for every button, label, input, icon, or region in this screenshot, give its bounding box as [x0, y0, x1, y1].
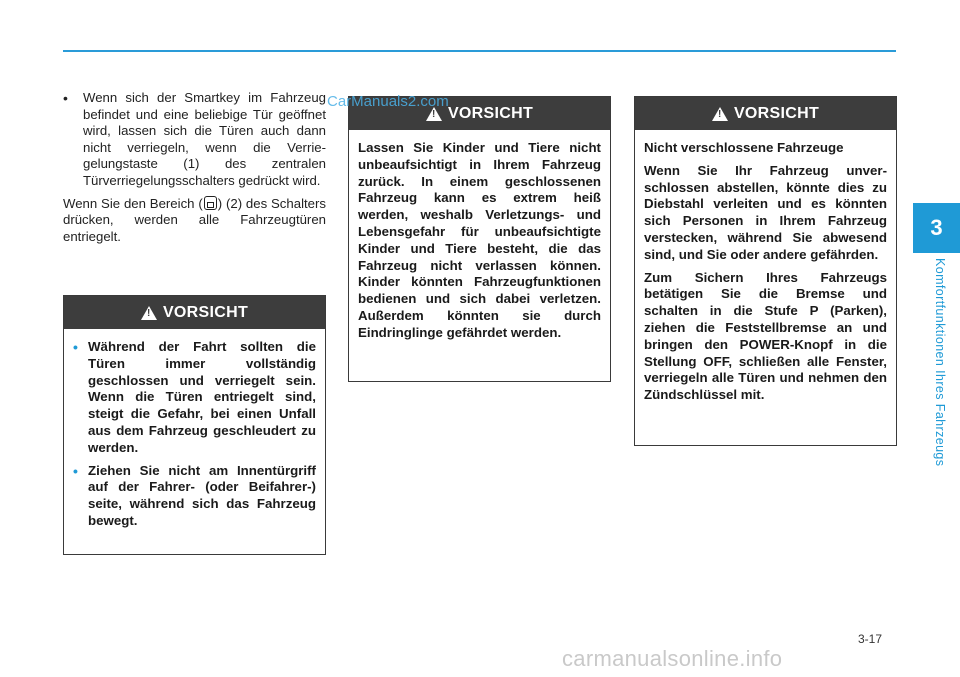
bullet-text: Wenn sich der Smartkey im Fahrzeug befindet und eine beliebige Tür geöffnet wird, lassen sich die Türen auch dann nicht verriegeln, wenn die Verrie-gelungstaste (1) des zentralen Türverriegelungsschalters gedrückt wird. [83, 90, 326, 188]
caution-item-text: Ziehen Sie nicht am Innentürgriff auf der Fahrer- (oder Beifahrer-) seite, während sich das Fahrzeug bewegt. [88, 462, 316, 528]
caution-list-item [73, 463, 316, 530]
paragraph-text-before: Wenn Sie den Bereich ( [63, 195, 203, 211]
bullet-dot-icon: • [73, 462, 78, 479]
caution-body [349, 130, 610, 350]
caution-text: Lassen Sie Kinder und Tiere nicht unbeaufsichtigt in Ihrem Fahrzeug zurück. In einem geschlossenen Fahrzeug kann es extrem heiß werden, weshalb Verletzungs- und Lebensgefahr für unbeaufsichtigte Kinder und Tiere besteht, die das Fahrzeug nicht verlassen können. Kinder könnten Fahrzeugfunktionen bedienen und sich dabei verletzen. Außerdem könnten sie durch Eindringlinge gefährdet werden. [358, 140, 601, 340]
bullet-dot-icon: • [73, 339, 78, 355]
bullet-dot-icon: • [63, 90, 68, 106]
chapter-title: Komfortfunktionen Ihres Fahrzeugs [933, 258, 947, 467]
caution-box-doors [63, 295, 326, 555]
caution-heading: VORSICHT [447, 104, 534, 122]
caution-header [64, 296, 325, 329]
caution-subtitle: Nicht verschlossene Fahrzeuge [644, 140, 844, 155]
page-number: 3-17 [858, 632, 883, 646]
caution-header [635, 97, 896, 130]
body-column [63, 90, 326, 245]
caution-body [64, 329, 325, 538]
caution-list-item [73, 339, 316, 457]
watermark-top: CarManuals2.com [327, 93, 449, 110]
caution-item-text: Während der Fahrt sollten die Türen immer vollständig geschlossen und verriegelt sein. Wenn die Türen entriegelt sind, steigt die Gefahr, bei einen Unfall aus dem Fahrzeug geschleudert zu werden. [88, 339, 316, 455]
warning-triangle-icon [141, 306, 157, 320]
watermark-bottom: carmanualsonline.info [562, 646, 783, 671]
warning-triangle-icon [712, 107, 728, 121]
caution-body [635, 130, 896, 412]
bullet-item [63, 90, 326, 190]
caution-heading: VORSICHT [162, 303, 249, 321]
caution-heading: VORSICHT [733, 104, 820, 122]
caution-box-unlocked-vehicle [634, 96, 897, 446]
caution-text: Wenn Sie Ihr Fahrzeug unver-schlossen abstellen, könnte dies zu Diebstahl verleiten und es könnten sich Personen in Ihrem Fahrzeug verstecken, während Sie abwesend sind, und Sie oder andere gefährden. [644, 162, 887, 262]
paragraph-text-after: ) (2) des Schalters drücken, werden alle Fahrzeugtüren entriegelt. [63, 195, 326, 244]
caution-text: Zum Sichern Ihres Fahrzeugs betätigen Sie die Bremse und schalten in die Stufe P (Parken), ziehen die Feststellbremse an und bringen den POWER-Knopf in die Stellung OFF, schließen alle Fenster, verriegeln alle Türen und nehmen den Zündschlüssel mit. [644, 269, 887, 403]
unlock-icon [204, 196, 217, 210]
caution-box-children [348, 96, 611, 382]
chapter-number-tab [913, 203, 960, 253]
chapter-number: 3 [930, 215, 943, 240]
header-rule [63, 50, 896, 52]
paragraph-unlock [63, 196, 326, 246]
